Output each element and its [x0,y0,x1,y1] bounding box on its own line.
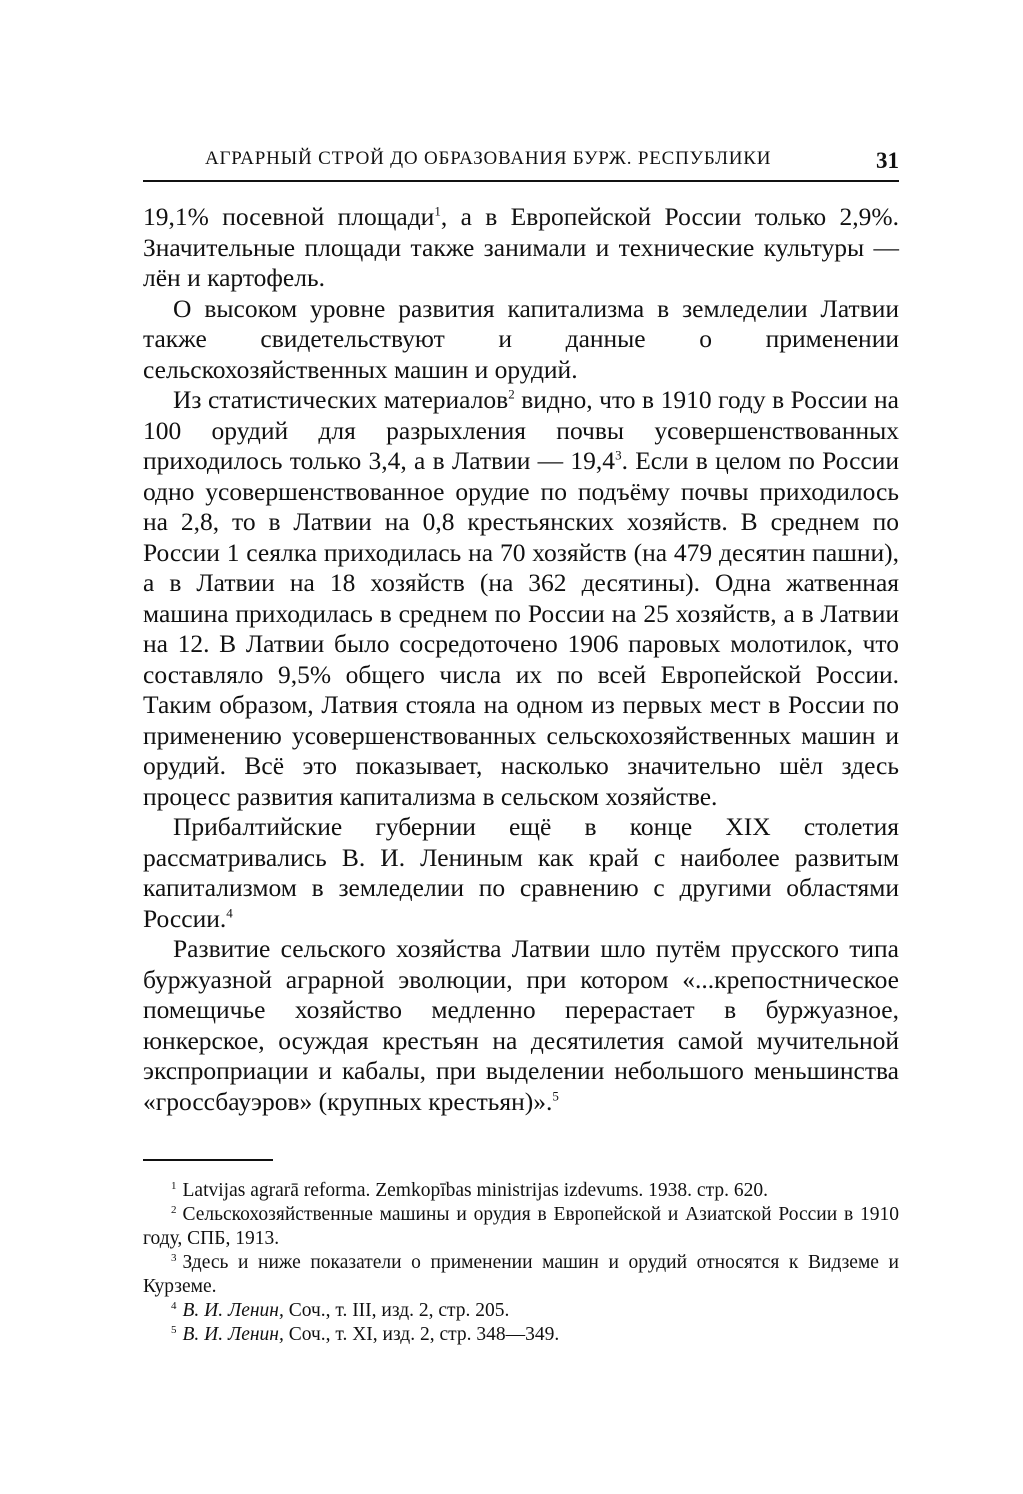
footnote-3 [143,1251,899,1299]
paragraph-text: О высоком уровне развития капитализма в земледелии Латвии также свидетельствуют и данные о применении сельскохозяйственных машин и орудий. [143,293,899,384]
book-page [143,140,899,1347]
paragraph-text: Прибалтийские губернии ещё в конце XIX столетия рассматривались В. И. Лениным как край с наиболее развитым капитализмом в земледелии по сравнению с другими областями России. [143,812,899,933]
footnote-ref: 5 [552,1088,559,1103]
footnote-mark: 5 [171,1323,177,1336]
paragraph-text: 19,1% посевной площади [143,202,435,231]
footnote-ref: 2 [508,386,515,402]
paragraph-3 [143,385,899,812]
paragraph-2 [143,294,899,386]
footnote-text: Соч., т. III, изд. 2, стр. 205. [283,1300,510,1321]
footnote-author: В. И. Ленин, [182,1324,284,1345]
footnote-text: Latvijas agrarā reforma. Zemkopības ministrijas izdevums. 1938. стр. 620. [182,1180,768,1201]
paragraph-text: , а в Европейской России только 2,9%. Значительные площади также занимали и технические культуры — лён и картофель. [143,202,900,292]
footnote-4 [143,1299,899,1323]
paragraph-text: видно, что в 1910 году в России на 100 орудий для разрыхления почвы усовершенствованных приходилось только 3,4, а в Латвии — 19,4 [143,385,899,475]
footnote-text: Соч., т. XI, изд. 2, стр. 348—349. [283,1324,560,1345]
footnotes [143,1179,899,1347]
footnote-author: В. И. Ленин, [182,1300,284,1321]
paragraph-4 [143,812,899,934]
paragraph-text: Из статистических материалов [173,385,509,414]
footnote-divider [143,1159,273,1161]
footnote-text: Здесь и ниже показатели о применении машин и орудий относятся к Видземе и Курземе. [143,1252,899,1297]
footnote-text: Сельскохозяйственные машины и орудия в Европейской и Азиатской России в 1910 году, СПБ, 1913. [143,1204,899,1249]
main-text [143,202,899,1117]
running-header [143,140,899,182]
footnote-1 [143,1179,899,1203]
paragraph-5 [143,934,899,1117]
footnote-ref: 4 [226,905,233,920]
footnote-mark: 4 [171,1299,177,1312]
running-header-title: АГРАРНЫЙ СТРОЙ ДО ОБРАЗОВАНИЯ БУРЖ. РЕСПУБЛИКИ [205,148,772,169]
footnote-mark: 2 [171,1203,177,1216]
paragraph-text: . Если в целом по России одно усовершенствованное орудие по подъёму почвы приходилось на 2,8, то в Латвии на 0,8 крестьянских хозяйств. В среднем по России 1 сеялка приходилась на 70 хозяйств (на 479 десятин пашни), а в Латвии на 18 хозяйств (на 362 десятины). Одна жатвенная машина приходилась в среднем по России на 25 хозяйств, а в Латвии на 12. В Латвии было сосредоточено 1906 паровых молотилок, что составляло 9,5% общего числа их по всей Европейской России. Таким образом, Латвия стояла на одном из первых мест в России по применению усовершенствованных сельскохозяйственных машин и орудий. Всё это показывает, насколько значительно шёл здесь процесс развития капитализма в сельском хозяйстве. [143,446,899,811]
footnote-5 [143,1323,899,1347]
paragraph-1 [143,202,899,294]
paragraph-text: Развитие сельского хозяйства Латвии шло путём прусского типа буржуазной аграрной эволюции, при котором «...крепостническое помещичье хозяйство медленно перерастает в буржуазное, юнкерское, осуждая крестьян на десятилетия самой мучительной экспроприации и кабалы, при выделении небольшого меньшинства «гроссбауэров» (крупных крестьян)». [143,934,899,1116]
page-number: 31 [876,148,899,173]
footnote-mark: 1 [171,1179,177,1192]
footnote-ref: 1 [434,203,441,219]
footnote-ref: 3 [615,447,622,463]
footnote-2 [143,1203,899,1251]
footnote-mark: 3 [171,1251,177,1264]
